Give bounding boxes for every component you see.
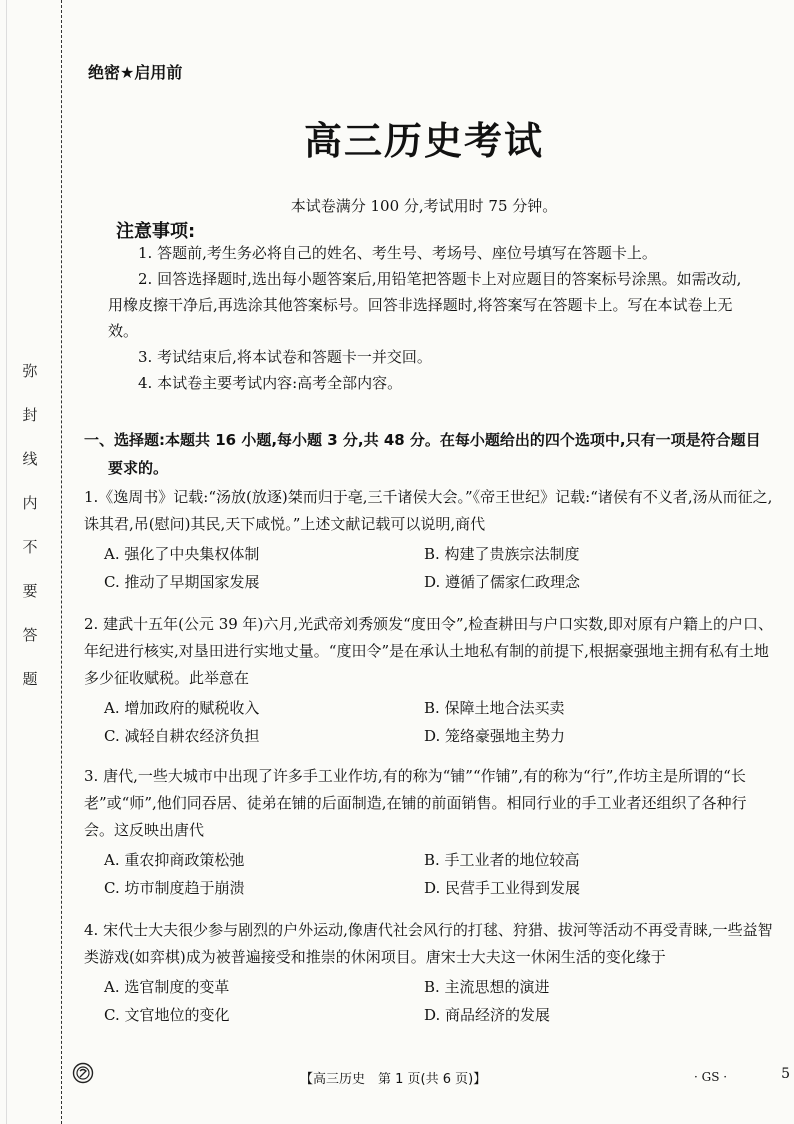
option-c[interactable]: C. 坊市制度趋于崩溃 — [104, 879, 245, 897]
binding-char: 答 — [22, 626, 38, 644]
binding-notice — [18, 360, 42, 689]
corner-mark: 5 — [781, 1066, 790, 1082]
notice-item: 1. 答题前,考生务必将自己的姓名、考生号、考场号、座位号填写在答题卡上。 — [138, 244, 657, 262]
question-options — [104, 694, 774, 750]
question-options — [104, 540, 774, 596]
notice-item: 3. 考试结束后,将本试卷和答题卡一并交回。 — [138, 348, 432, 366]
question-4 — [84, 917, 774, 1029]
binding-char: 封 — [22, 406, 38, 424]
option-a[interactable]: A. 重农抑商政策松弛 — [104, 851, 245, 869]
option-c[interactable]: C. 推动了早期国家发展 — [104, 573, 260, 591]
binding-char: 内 — [22, 494, 38, 512]
exam-page — [84, 0, 784, 1124]
section-choice — [84, 426, 774, 482]
question-stem: 4. 宋代士大夫很少参与剧烈的户外运动,像唐代社会风行的打毬、狩猎、拔河等活动不再受青睐,一些益智类游戏(如弈棋)成为被普遍接受和推崇的休闲项目。唐宋士大夫这一休闲生活的变化缘于 — [84, 921, 773, 966]
option-b[interactable]: B. 手工业者的地位较高 — [424, 851, 580, 869]
option-a[interactable]: A. 增加政府的赋税收入 — [104, 699, 260, 717]
option-d[interactable]: D. 遵循了儒家仁政理念 — [424, 573, 581, 591]
notice-item: 4. 本试卷主要考试内容:高考全部内容。 — [138, 374, 403, 392]
option-d[interactable]: D. 民营手工业得到发展 — [424, 879, 581, 897]
question-stem: 3. 唐代,一些大城市中出现了许多手工业作坊,有的称为“铺”“作铺”,有的称为“行”,作坊主是所谓的“长老”或“师”,他们同吞居、徒弟在铺的后面制造,在铺的前面销售。相同行业的手工业者还组织了各种行会。这反映出唐代 — [84, 767, 747, 839]
binding-char: 线 — [22, 450, 38, 468]
option-b[interactable]: B. 主流思想的演进 — [424, 978, 550, 996]
notice-title: 注意事项: — [116, 221, 196, 242]
option-a[interactable]: A. 选官制度的变革 — [104, 978, 230, 996]
exam-title: 高三历史考试 — [303, 118, 544, 163]
binding-dashed-line — [61, 0, 62, 1124]
binding-edge — [6, 0, 7, 1124]
question-3 — [84, 763, 774, 902]
option-b[interactable]: B. 构建了贵族宗法制度 — [424, 545, 580, 563]
question-options — [104, 846, 774, 902]
option-d[interactable]: D. 笼络豪强地主势力 — [424, 727, 566, 745]
secret-label: 绝密★启用前 — [88, 63, 183, 82]
notice-list — [108, 240, 748, 396]
option-a[interactable]: A. 强化了中央集权体制 — [104, 545, 260, 563]
exam-code: · GS · — [694, 1070, 728, 1084]
binding-char: 要 — [22, 582, 38, 600]
option-c[interactable]: C. 文官地位的变化 — [104, 1006, 230, 1024]
section-heading: 一、选择题:本题共 16 小题,每小题 3 分,共 48 分。在每小题给出的四个选项中,只有一项是符合题目要求的。 — [84, 431, 761, 477]
question-options — [104, 973, 774, 1029]
question-stem: 2. 建武十五年(公元 39 年)六月,光武帝刘秀颁发“度田令”,检查耕田与户口实数,即对原有户籍上的户口、年纪进行核实,对垦田进行实地丈量。“度田令”是在承认土地私有制的前提下,根据豪强地主拥有私有土地多少征收赋税。此举意在 — [84, 615, 774, 687]
option-b[interactable]: B. 保障土地合法买卖 — [424, 699, 565, 717]
question-stem: 1.《逸周书》记载:“汤放(放逐)桀而归于亳,三千诸侯大会。”《帝王世纪》记载:“诸侯有不义者,汤从而征之,诛其君,吊(慰问)其民,天下咸悦。”上述文献记载可以说明,商代 — [84, 488, 773, 533]
binding-char: 弥 — [22, 362, 38, 380]
binding-char: 题 — [22, 670, 38, 688]
binding-char: 不 — [22, 538, 38, 556]
question-1 — [84, 484, 774, 596]
exam-info: 本试卷满分 100 分,考试用时 75 分钟。 — [290, 197, 558, 215]
question-2 — [84, 611, 774, 750]
option-c[interactable]: C. 减轻自耕农经济负担 — [104, 727, 260, 745]
option-d[interactable]: D. 商品经济的发展 — [424, 1006, 551, 1024]
publisher-logo-icon — [72, 1062, 94, 1084]
page-number-label: 【高三历史 第 1 页(共 6 页)】 — [300, 1072, 487, 1087]
notice-item: 2. 回答选择题时,选出每小题答案后,用铅笔把答题卡上对应题目的答案标号涂黑。如需改动,用橡皮擦干净后,再选涂其他答案标号。回答非选择题时,将答案写在答题卡上。写在本试卷上无效。 — [108, 270, 742, 340]
